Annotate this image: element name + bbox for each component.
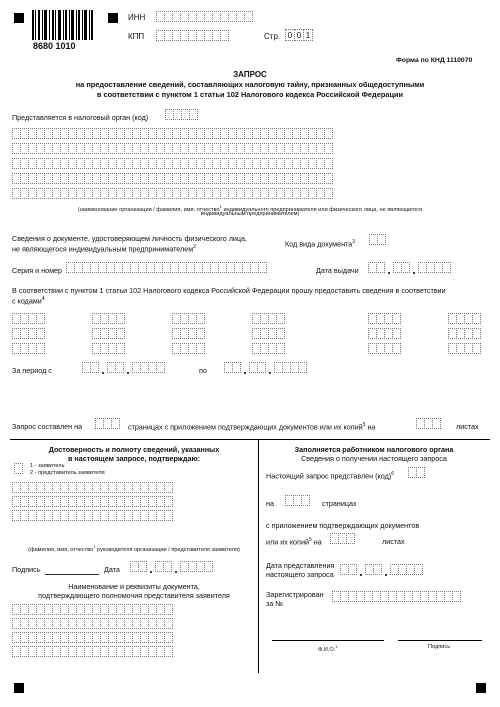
date-separator [360, 574, 362, 576]
composed-sheets-label: листах [456, 422, 479, 431]
page-label: Стр. [264, 32, 281, 41]
code-field[interactable] [92, 328, 124, 339]
period-from-year-field[interactable] [132, 362, 164, 373]
signer-fio-row[interactable] [12, 496, 172, 507]
panels-top-border [10, 439, 490, 440]
org-name-caption-line-2: индивидуальным предпринимателем) [200, 211, 300, 217]
code-field[interactable] [172, 328, 204, 339]
codes-grid[interactable] [12, 313, 488, 357]
officer-signature-line[interactable] [398, 640, 482, 641]
barcode [32, 10, 94, 40]
sign-date-label: Дата [104, 565, 120, 574]
date-separator [385, 574, 387, 576]
presented-label: Настоящий запрос представлен (код)$^6$ [266, 471, 394, 481]
date-separator [413, 272, 415, 274]
page-digit: 0 [285, 29, 295, 41]
authority-doc-title-2: подтверждающего полномочия представителя заявителя [38, 591, 230, 600]
submission-year-field[interactable] [390, 564, 422, 575]
presented-code-field[interactable] [408, 467, 424, 478]
right-panel-title-2: Сведения о получении настоящего запроса [301, 454, 447, 463]
code-field[interactable] [12, 313, 44, 324]
registered-label-2: за № [266, 599, 284, 608]
authority-doc-grid[interactable] [12, 604, 172, 648]
signer-option-2: 2 - представитель заявителя [30, 470, 105, 476]
signer-option-1: 1 - заявитель [30, 463, 65, 469]
authority-doc-title-1: Наименование и реквизиты документа, [68, 582, 200, 591]
doc-info-label-1: Сведения о документе, удостоверяющем личность физического лица, [12, 234, 248, 243]
code-field[interactable] [252, 343, 284, 354]
date-separator [102, 372, 104, 374]
issue-month-field[interactable] [393, 262, 409, 273]
code-field[interactable] [448, 328, 480, 339]
code-field[interactable] [252, 328, 284, 339]
code-field[interactable] [92, 313, 124, 324]
issue-date-label: Дата выдачи [316, 266, 359, 275]
signature-label: Подпись [12, 565, 41, 574]
submission-month-field[interactable] [365, 564, 381, 575]
corner-marker-top-left [14, 13, 24, 23]
inn-label: ИНН [128, 13, 146, 22]
composed-pages-label: страницах с приложением подтверждающих документов или их копий$^5$ на [128, 422, 376, 432]
page-number-field[interactable] [285, 29, 312, 41]
on-label: на [266, 499, 274, 508]
period-to-label: по [199, 366, 207, 375]
authority-doc-row[interactable] [12, 646, 172, 657]
pages-label: страницах [322, 499, 357, 508]
left-panel-title-1: Достоверность и полноту сведений, указанных [48, 445, 220, 454]
composed-sheets-field[interactable] [416, 418, 440, 429]
period-label: За период с [12, 366, 52, 375]
issue-year-field[interactable] [418, 262, 450, 273]
copies-sheets-field[interactable] [330, 533, 354, 544]
copies-label: или их копий$^5$ на [266, 537, 322, 547]
signer-type-field[interactable] [14, 463, 22, 474]
code-field[interactable] [172, 313, 204, 324]
signer-fio-row[interactable] [12, 482, 172, 493]
code-field[interactable] [172, 343, 204, 354]
issue-day-field[interactable] [368, 262, 384, 273]
composed-pages-field[interactable] [95, 418, 119, 429]
submission-date-label-2: настоящего запроса [266, 570, 334, 579]
doc-kind-label: Код вида документа$^3$ [285, 239, 356, 249]
org-name-grid[interactable] [12, 128, 488, 183]
title-line-2: на предоставление сведений, составляющих налоговую тайну, признанных общедоступными [75, 80, 425, 89]
pages-count-field[interactable] [285, 495, 309, 506]
kpp-label: КПП [128, 32, 145, 41]
registered-label-1: Зарегистрирован [266, 590, 324, 599]
kpp-field[interactable] [156, 30, 228, 41]
code-field[interactable] [368, 343, 400, 354]
doc-kind-code-field[interactable] [369, 234, 385, 245]
period-to-day-field[interactable] [224, 362, 240, 373]
inn-field[interactable] [156, 11, 252, 22]
date-separator [269, 372, 271, 374]
corner-marker-bottom-right [476, 683, 486, 693]
officer-signature-label: Подпись [428, 644, 451, 650]
period-from-month-field[interactable] [107, 362, 123, 373]
officer-fio-line[interactable] [272, 640, 384, 641]
date-separator [244, 372, 246, 374]
title-line-3: в соответствии с пунктом 1 статьи 102 Налогового кодекса Российской Федерации [96, 90, 404, 99]
submission-day-field[interactable] [340, 564, 356, 575]
corner-marker-top-right [108, 13, 118, 23]
sign-day-field[interactable] [130, 561, 146, 572]
period-to-month-field[interactable] [249, 362, 265, 373]
org-name-row[interactable] [12, 173, 488, 184]
period-from-day-field[interactable] [82, 362, 98, 373]
tax-authority-label: Представляется в налоговый орган (код) [12, 113, 149, 122]
left-panel-title-2: в настоящем запросе, подтверждаю: [68, 454, 200, 463]
series-number-field[interactable] [66, 262, 266, 273]
tax-authority-code-field[interactable] [165, 109, 197, 120]
panels-divider [258, 439, 259, 673]
code-field[interactable] [252, 313, 284, 324]
period-to-year-field[interactable] [274, 362, 306, 373]
date-separator [150, 571, 152, 573]
officer-fio-label: Ф.И.О.$^1$ [318, 644, 338, 653]
code-field[interactable] [12, 343, 44, 354]
title-main: ЗАПРОС [233, 70, 267, 79]
request-text-2: с кодами$^4$ [12, 296, 45, 306]
code-field[interactable] [92, 343, 124, 354]
right-panel-title-1: Заполняется работником налогового органа [294, 445, 454, 454]
code-field[interactable] [448, 313, 480, 324]
barcode-number: 8680 1010 [33, 41, 76, 51]
signer-fio-row[interactable] [12, 510, 172, 521]
doc-info-label-2: не являющегося индивидуальным предпринимателем$^2$ [12, 244, 196, 254]
sheets-label: листах [382, 537, 405, 546]
request-text-1: В соответствии с пунктом 1 статьи 102 Налогового кодекса Российской Федерации прошу предоставить сведения в соответствии [12, 286, 446, 295]
authority-doc-row[interactable] [12, 632, 172, 643]
date-separator [175, 571, 177, 573]
authority-doc-row[interactable] [12, 618, 172, 629]
code-field[interactable] [448, 343, 480, 354]
sign-year-field[interactable] [180, 561, 212, 572]
org-name-row[interactable] [12, 143, 488, 154]
submission-date-label-1: Дата представления [266, 561, 335, 570]
signer-fio-grid[interactable] [12, 482, 172, 515]
date-separator [388, 272, 390, 274]
registration-number-field[interactable] [332, 591, 460, 602]
code-field[interactable] [368, 328, 400, 339]
date-separator [127, 372, 129, 374]
series-label: Серия и номер [12, 266, 63, 275]
sign-month-field[interactable] [155, 561, 171, 572]
org-name-row[interactable] [12, 158, 488, 169]
attachment-label: с приложением подтверждающих документов [266, 521, 420, 530]
authority-doc-row[interactable] [12, 604, 172, 615]
code-field[interactable] [12, 328, 44, 339]
code-field[interactable] [368, 313, 400, 324]
form-code: Форма по КНД 1110070 [396, 57, 473, 64]
signer-fio-caption: (фамилия, имя, отчество$^1$ руководителя организации / представителя заявителя) [28, 544, 240, 553]
page-digit: 1 [303, 29, 313, 41]
page-digit: 0 [294, 29, 304, 41]
org-name-row[interactable] [12, 188, 488, 199]
composed-on-label: Запрос составлен на [12, 422, 83, 431]
signature-line[interactable] [45, 574, 99, 575]
org-name-row[interactable] [12, 128, 488, 139]
corner-marker-bottom-left [14, 683, 24, 693]
org-name-caption: (наименование организации / фамилия, имя, отчество$^1$ индивидуального предпринимателя или физического лица, не являющегося [77, 204, 423, 213]
